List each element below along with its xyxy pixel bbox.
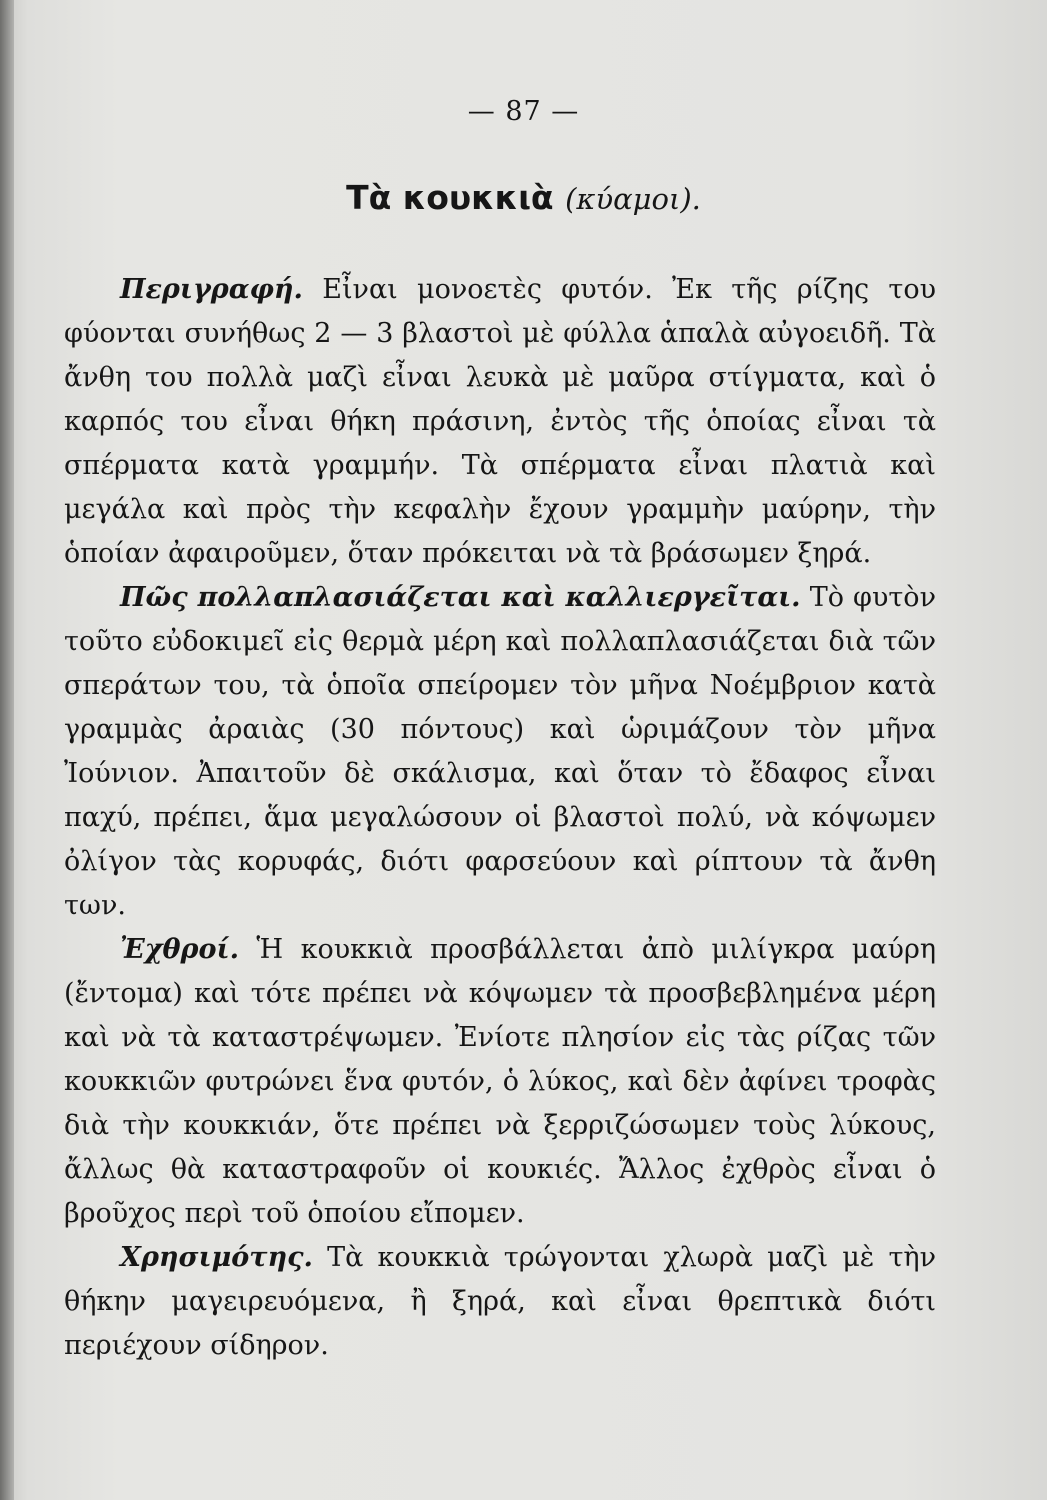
page-number: — 87 — — [467, 96, 580, 127]
paragraph-text: Τὸ φυτὸν τοῦτο εὐδοκιμεῖ εἰς θερμὰ μέρη καὶ πολλαπλασιάζεται διὰ τῶν σπεράτων του, τὰ ὁποῖα σπείρομεν τὸν μῆνα Νοέμβριον κατὰ γραμμὰς ἀραιὰς (30 πόντους) καὶ ὡριμάζουν τὸν μῆνα Ἰούνιον. Ἀπαιτοῦν δὲ σκάλισμα, καὶ ὅταν τὸ ἔδαφος εἶναι παχύ, πρέπει, ἅμα μεγαλώσουν οἱ βλαστοὶ πολύ, νὰ κόψωμεν ὀλίγον τὰς κορυφάς, διότι φαρσεύουν καὶ ρίπτουν τὰ ἄνθη των. — [64, 582, 936, 921]
chapter-title — [0, 178, 1047, 217]
body-text — [64, 268, 936, 1368]
paragraph-text: Εἶναι μονοετὲς φυτόν. Ἐκ τῆς ρίζης του φύονται συνήθως 2 — 3 βλαστοὶ μὲ φύλλα ἁπαλὰ αὐγοειδῆ. Τὰ ἄνθη του πολλὰ μαζὶ εἶναι λευκὰ μὲ μαῦρα στίγματα, καὶ ὁ καρπός του εἶναι θήκη πράσινη, ἐντὸς τῆς ὁποίας εἶναι τὰ σπέρματα κατὰ γραμμήν. Τὰ σπέρματα εἶναι πλατιὰ καὶ μεγάλα καὶ πρὸς τὴν κεφαλὴν ἔχουν γραμμὴν μαύρην, τὴν ὁποίαν ἀφαιροῦμεν, ὅταν πρόκειται νὰ τὰ βράσωμεν ξηρά. — [64, 274, 936, 569]
paragraph-cultivation — [64, 576, 936, 928]
paragraph-usefulness — [64, 1236, 936, 1368]
paragraph-enemies — [64, 928, 936, 1236]
paragraph-heading: Πῶς πολλαπλασιάζεται καὶ καλλιεργεῖται. — [120, 582, 801, 613]
paragraph-heading: Περιγραφή. — [120, 274, 303, 305]
paragraph-description — [64, 268, 936, 576]
paragraph-heading: Ἐχθροί. — [120, 934, 239, 965]
paragraph-text: Τὰ κουκκιὰ τρώγονται χλωρὰ μαζὶ μὲ τὴν θήκην μαγειρευόμενα, ἢ ξηρά, καὶ εἶναι θρεπτικὰ διότι περιέχουν σίδηρον. — [64, 1242, 936, 1361]
paragraph-text: Ἡ κουκκιὰ προσβάλλεται ἀπὸ μιλίγκρα μαύρη (ἔντομα) καὶ τότε πρέπει νὰ κόψωμεν τὰ προσβεβλημένα μέρη καὶ νὰ τὰ καταστρέψωμεν. Ἐνίοτε πλησίον εἰς τὰς ρίζας τῶν κουκκιῶν φυτρώνει ἕνα φυτόν, ὁ λύκος, καὶ δὲν ἀφίνει τροφὰς διὰ τὴν κουκκιάν, ὅτε πρέπει νὰ ξερριζώσωμεν τοὺς λύκους, ἄλλως θὰ καταστραφοῦν οἱ κουκιές. Ἄλλος ἐχθρὸς εἶναι ὁ βροῦχος περὶ τοῦ ὁποίου εἴπομεν. — [64, 934, 936, 1229]
book-spine-shadow — [0, 0, 14, 1500]
paragraph-heading: Χρησιμότης. — [120, 1242, 313, 1273]
chapter-title-subtitle: (κύαμοι). — [565, 182, 701, 216]
chapter-title-main: Τὰ κουκκιὰ — [346, 178, 554, 217]
